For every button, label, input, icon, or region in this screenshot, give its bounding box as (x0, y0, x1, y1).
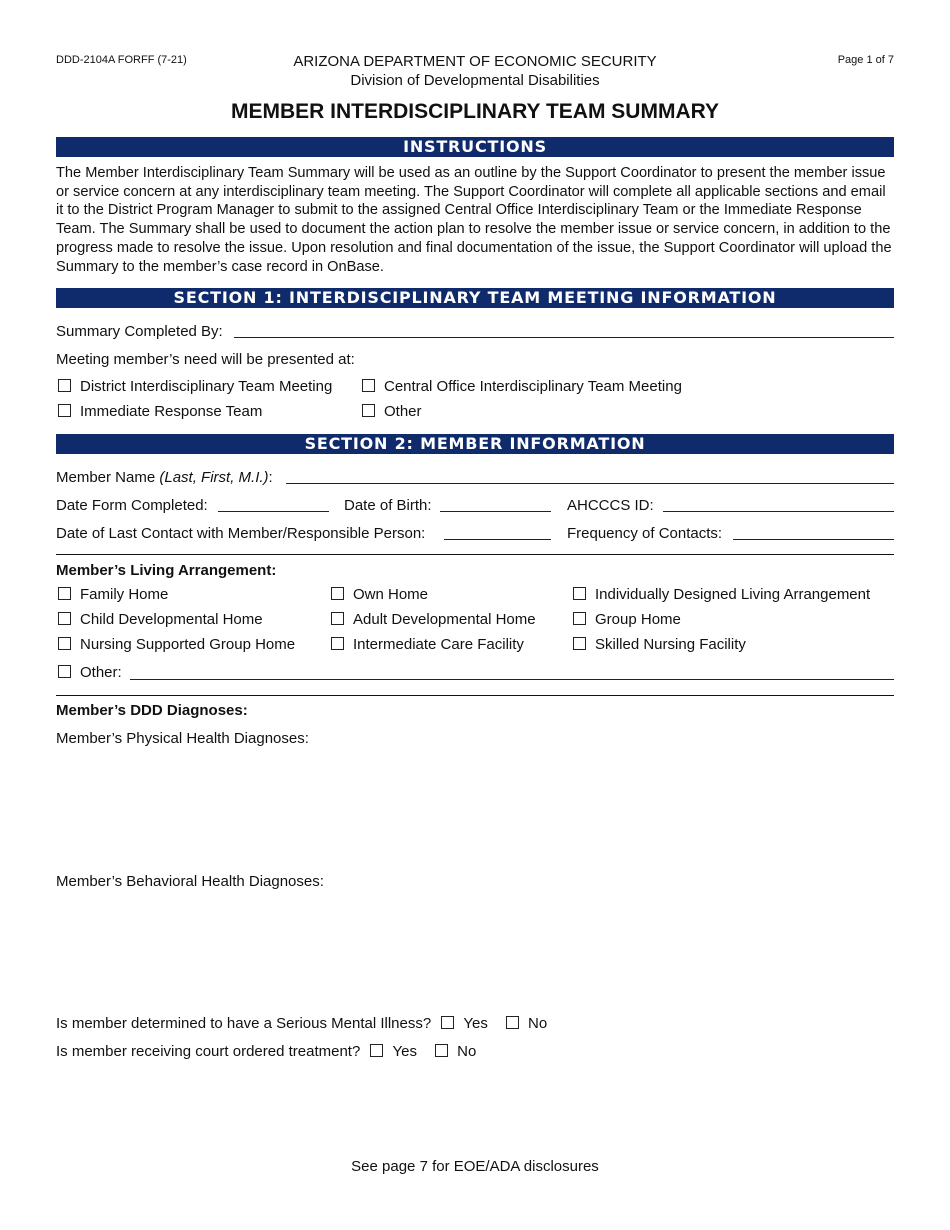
living-child-developmental-home[interactable]: Child Developmental Home (58, 611, 263, 628)
living-other-field[interactable] (130, 679, 894, 680)
smi-question: Is member determined to have a Serious Mental Illness? (56, 1015, 432, 1032)
checkbox[interactable] (362, 404, 375, 417)
division-name: Division of Developmental Disabilities (350, 72, 600, 89)
option-other-meeting[interactable]: Other (362, 403, 422, 420)
physical-health-field[interactable] (56, 752, 894, 862)
option-central-office-idt[interactable]: Central Office Interdisciplinary Team Meeting (362, 378, 682, 395)
court-yes-checkbox[interactable] (370, 1044, 383, 1057)
page-title: MEMBER INTERDISCIPLINARY TEAM SUMMARY (230, 100, 720, 123)
living-intermediate-care-facility[interactable]: Intermediate Care Facility (331, 636, 524, 653)
checkbox[interactable] (58, 637, 71, 650)
footer-note: See page 7 for EOE/ADA disclosures (351, 1158, 599, 1175)
section2-heading: SECTION 2: MEMBER INFORMATION (56, 434, 894, 454)
checkbox[interactable] (573, 637, 586, 650)
dob-label: Date of Birth: (344, 497, 432, 514)
checkbox[interactable] (58, 404, 71, 417)
checkbox[interactable] (331, 587, 344, 600)
dob-field[interactable] (440, 511, 551, 512)
option-district-idt[interactable]: District Interdisciplinary Team Meeting (58, 378, 332, 395)
ahcccs-id-field[interactable] (663, 511, 894, 512)
presented-at-label: Meeting member’s need will be presented at: (56, 351, 355, 368)
smi-question-row (56, 1015, 547, 1032)
court-yes-label: Yes (392, 1043, 417, 1060)
section1-heading: SECTION 1: INTERDISCIPLINARY TEAM MEETING INFORMATION (56, 288, 894, 308)
smi-yes-checkbox[interactable] (441, 1016, 454, 1029)
last-contact-field[interactable] (444, 539, 551, 540)
date-completed-field[interactable] (218, 511, 329, 512)
divider (56, 695, 894, 696)
court-question: Is member receiving court ordered treatment? (56, 1043, 361, 1060)
smi-yes-label: Yes (463, 1015, 488, 1032)
living-family-home[interactable]: Family Home (58, 586, 168, 603)
checkbox[interactable] (58, 379, 71, 392)
living-other[interactable]: Other: (58, 664, 122, 681)
instructions-heading: INSTRUCTIONS (56, 137, 894, 157)
court-no-label: No (457, 1043, 477, 1060)
court-no-checkbox[interactable] (435, 1044, 448, 1057)
living-adult-developmental-home[interactable]: Adult Developmental Home (331, 611, 536, 628)
date-completed-label: Date Form Completed: (56, 497, 208, 514)
agency-name: ARIZONA DEPARTMENT OF ECONOMIC SECURITY (293, 53, 657, 70)
member-name-label: Member Name (Last, First, M.I.): (56, 469, 273, 486)
summary-completed-by-label: Summary Completed By: (56, 323, 223, 340)
last-contact-label: Date of Last Contact with Member/Responsible Person: (56, 525, 426, 542)
checkbox[interactable] (58, 587, 71, 600)
form-id: DDD-2104A FORFF (7-21) (56, 54, 187, 66)
physical-health-label: Member’s Physical Health Diagnoses: (56, 730, 309, 747)
ahcccs-id-label: AHCCCS ID: (567, 497, 654, 514)
living-arrangement-heading: Member’s Living Arrangement: (56, 562, 277, 579)
frequency-label: Frequency of Contacts: (567, 525, 723, 542)
living-skilled-nursing-facility[interactable]: Skilled Nursing Facility (573, 636, 746, 653)
living-individually-designed[interactable]: Individually Designed Living Arrangement (573, 586, 870, 603)
frequency-field[interactable] (733, 539, 894, 540)
smi-no-checkbox[interactable] (506, 1016, 519, 1029)
ddd-diagnoses-heading: Member’s DDD Diagnoses: (56, 702, 248, 719)
living-group-home[interactable]: Group Home (573, 611, 681, 628)
checkbox[interactable] (362, 379, 375, 392)
agency-block (0, 52, 950, 90)
checkbox[interactable] (58, 665, 71, 678)
checkbox[interactable] (331, 612, 344, 625)
option-immediate-response-team[interactable]: Immediate Response Team (58, 403, 262, 420)
checkbox[interactable] (573, 587, 586, 600)
living-nursing-supported-group-home[interactable]: Nursing Supported Group Home (58, 636, 295, 653)
summary-completed-by-field[interactable] (234, 337, 894, 338)
page-number: Page 1 of 7 (837, 54, 894, 66)
smi-no-label: No (528, 1015, 548, 1032)
court-question-row (56, 1043, 476, 1060)
behavioral-health-field[interactable] (56, 895, 894, 1005)
behavioral-health-label: Member’s Behavioral Health Diagnoses: (56, 873, 324, 890)
divider (56, 554, 894, 555)
member-name-field[interactable] (286, 483, 894, 484)
living-own-home[interactable]: Own Home (331, 586, 428, 603)
checkbox[interactable] (331, 637, 344, 650)
checkbox[interactable] (58, 612, 71, 625)
checkbox[interactable] (573, 612, 586, 625)
instructions-text: The Member Interdisciplinary Team Summary will be used as an outline by the Support Coordinator to present the member issue or service concern at any interdisciplinary team meeting. The Support Coordinator will complete all applicable sections and email it to the District Program Manager to submit to the assigned Central Office Interdisciplinary Team or the Immediate Response Team. The Summary shall be used to document the action plan to resolve the member issue or service concern, in addition to the progress made to resolve the issue. Upon resolution and final documentation of the issue, the Support Coordinator will upload the Summary to the member’s case record in OnBase. (56, 165, 892, 275)
